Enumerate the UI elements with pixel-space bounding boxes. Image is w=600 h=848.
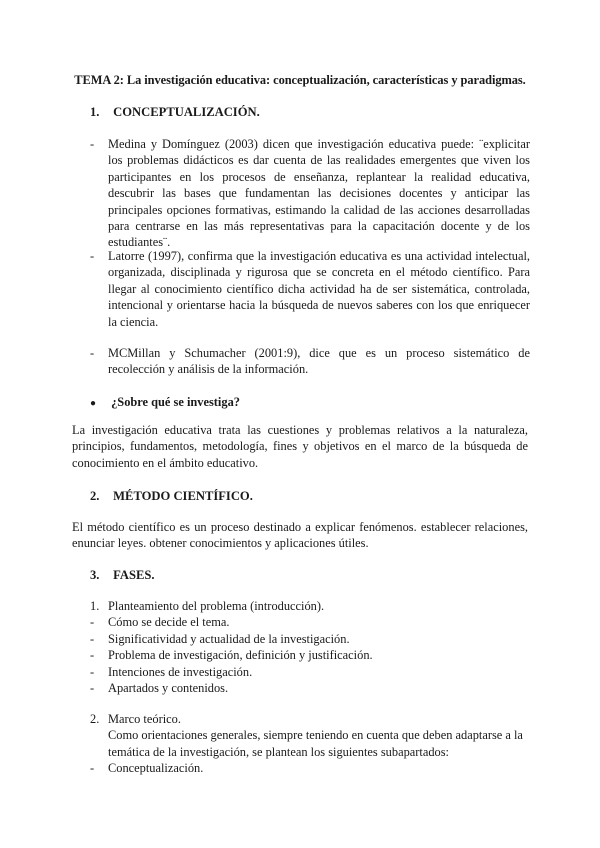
list-item-text: Planteamiento del problema (introducción). bbox=[108, 599, 325, 613]
list-item-text: Medina y Domínguez (2003) dicen que investigación educativa puede: ¨explicitar los problemas didácticos es dar cuenta de las realidades emergentes que viven los participantes en los procesos de enseñanza, replantear la realidad educativa, descubrir las bases que fundamentan las decisiones docentes y anticipar las principales opciones formativas, estimando la calidad de las acciones desarrolladas para centrarse en las más representativas para la capacitación docente y de los estudiantes¨. bbox=[108, 137, 530, 250]
section-number: 1. bbox=[90, 105, 100, 119]
list-item-text: Como orientaciones generales, siempre teniendo en cuenta que deben adaptarse a la temática de la investigación, se plantean los siguientes subapartados: bbox=[108, 728, 523, 759]
fases-list bbox=[90, 598, 530, 696]
dash-marker: - bbox=[90, 137, 95, 151]
dash-marker: - bbox=[90, 680, 95, 695]
dash-marker: - bbox=[90, 761, 95, 775]
list-item bbox=[90, 664, 530, 680]
marco-teorico-list bbox=[90, 760, 530, 776]
dash-marker: - bbox=[90, 249, 95, 263]
dash-marker: - bbox=[90, 615, 95, 630]
list-item bbox=[90, 647, 530, 663]
section-heading-metodo bbox=[90, 488, 253, 504]
section-number: 2. bbox=[90, 489, 100, 503]
document-title: TEMA 2: La investigación educativa: conceptualización, características y paradigmas. bbox=[74, 73, 526, 87]
question-heading bbox=[90, 394, 240, 412]
list-marker: 2. bbox=[90, 712, 100, 726]
section-title: FASES. bbox=[113, 568, 155, 582]
paragraph-metodo: El método científico es un proceso destinado a explicar fenómenos. establecer relaciones, enunciar leyes. obtener conocimientos y aplicaciones útiles. bbox=[72, 520, 528, 551]
section-heading-conceptualizacion bbox=[90, 104, 260, 120]
question-text: ¿Sobre qué se investiga? bbox=[111, 395, 240, 409]
list-item bbox=[90, 136, 530, 251]
dash-marker: - bbox=[90, 648, 95, 663]
list-item-title: Marco teórico. bbox=[108, 712, 181, 726]
list-item bbox=[90, 631, 530, 647]
section-number: 3. bbox=[90, 568, 100, 582]
list-item bbox=[90, 598, 530, 614]
section-heading-fases bbox=[90, 567, 155, 583]
list-item bbox=[90, 345, 530, 378]
section-title: CONCEPTUALIZACIÓN. bbox=[113, 105, 260, 119]
list-item-text: Significatividad y actualidad de la investigación. bbox=[108, 631, 350, 646]
list-item-text: Conceptualización. bbox=[108, 761, 204, 775]
list-item bbox=[90, 248, 530, 330]
bullet-icon: ● bbox=[90, 398, 97, 409]
dash-marker: - bbox=[90, 631, 95, 646]
list-item bbox=[90, 680, 530, 696]
dash-marker: - bbox=[90, 664, 95, 679]
list-item bbox=[90, 614, 530, 630]
list-item bbox=[90, 760, 530, 776]
list-item-text: Problema de investigación, definición y justificación. bbox=[108, 648, 373, 663]
list-item-text: Latorre (1997), confirma que la investigación educativa es una actividad intelectual, organizada, disciplinada y rigurosa que se concreta en el método científico. Para llegar al conocimiento científico dicha actividad ha de ser sistemática, controlada, intencional y orientarse hacia la búsqueda de nuevos saberes con los que enriquecer la ciencia. bbox=[108, 249, 530, 329]
list-item-text: Apartados y contenidos. bbox=[108, 680, 229, 695]
list-marker: 1. bbox=[90, 599, 100, 613]
marco-teorico-block bbox=[90, 711, 530, 760]
paragraph-investigacion: La investigación educativa trata las cuestiones y problemas relativos a la naturaleza, principios, fundamentos, metodología, fines y objetivos en el marco de la búsqueda de conocimiento en el ámbito educativo. bbox=[72, 423, 528, 470]
section-title: MÉTODO CIENTÍFICO. bbox=[113, 489, 253, 503]
list-item-text: Cómo se decide el tema. bbox=[108, 615, 230, 630]
dash-marker: - bbox=[90, 346, 95, 360]
list-item-text: MCMillan y Schumacher (2001:9), dice que es un proceso sistemático de recolección y análisis de la información. bbox=[108, 346, 530, 377]
list-item-text: Intenciones de investigación. bbox=[108, 664, 253, 679]
